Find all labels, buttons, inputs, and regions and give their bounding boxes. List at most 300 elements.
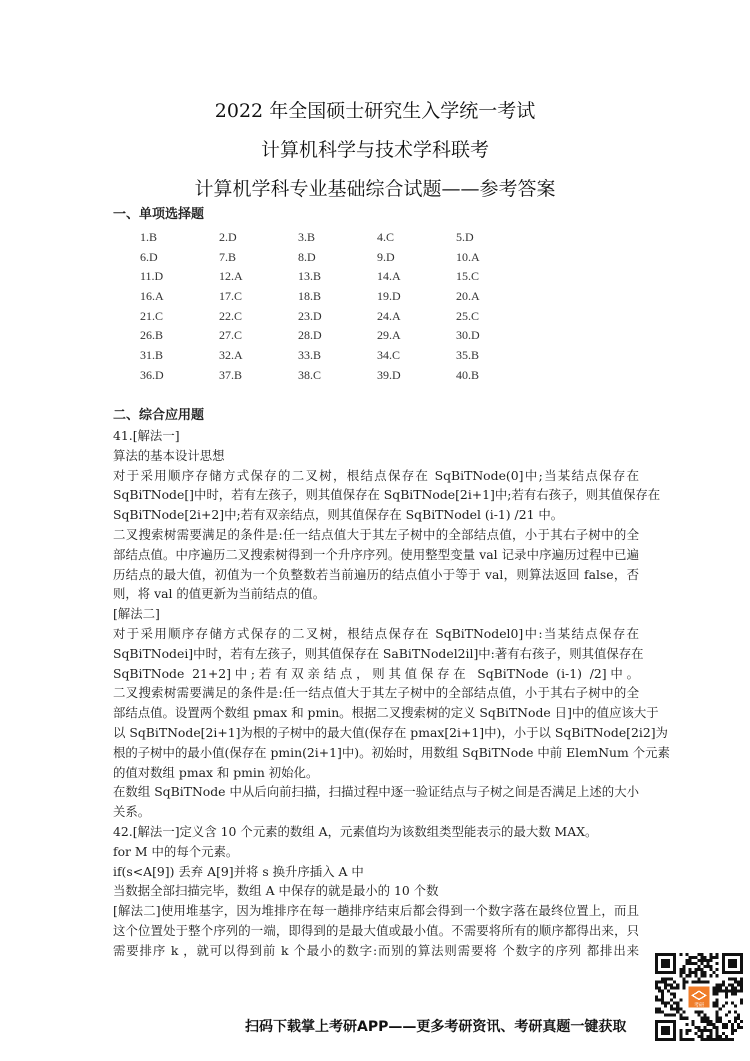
text-line: 的值对数组 pmax 和 pmin 初始化。 [113, 764, 319, 780]
qr-module [737, 980, 740, 983]
qr-module [731, 1032, 734, 1035]
qr-module [710, 968, 713, 971]
text-line: SqBiTNode[2i+2]中;若有双亲结点，则其值保存在 SqBiTNodel (i-1) /21 中。 [113, 507, 564, 523]
qr-module [704, 974, 707, 977]
qr-module [688, 962, 691, 965]
answer-row [140, 346, 620, 366]
qr-module [661, 980, 664, 983]
qr-module [661, 999, 664, 1002]
answer-item: 29.A [377, 328, 401, 343]
answer-item: 15.C [456, 269, 480, 284]
answer-item: 4.C [377, 230, 395, 244]
answer-item: 3.B [298, 230, 316, 244]
qr-module [694, 956, 697, 959]
qr-module [725, 995, 728, 998]
qr-module [682, 1038, 685, 1041]
text-line: 42.[解法一]定义含 10 个元素的数组 A，元素值均为该数组类型能表示的最大数 MAX。 [113, 823, 598, 839]
qr-module [679, 1035, 682, 1038]
qr-module [655, 983, 658, 986]
qr-module [664, 1005, 667, 1008]
answer-item: 32.A [219, 348, 243, 363]
qr-module [704, 1038, 707, 1041]
qr-module [701, 962, 704, 965]
text-line: 对于采用顺序存储方式保存的二叉树，根结点保存在 SqBiTNodel0]中:当某结点保存在 [113, 625, 639, 641]
qr-module [697, 1029, 700, 1032]
qr-module [676, 983, 679, 986]
qr-module [670, 1014, 673, 1017]
qr-module [737, 983, 740, 986]
answer-item: 2.D [219, 230, 237, 244]
qr-module [673, 1002, 676, 1005]
qr-module [679, 974, 682, 977]
qr-module [685, 1029, 688, 1032]
qr-module [731, 1029, 734, 1032]
page-title-line-1: 2022 年全国硕士研究生入学统一考试 [214, 100, 536, 122]
qr-module [664, 977, 667, 980]
qr-module [691, 1020, 694, 1023]
qr-module [707, 980, 710, 983]
qr-module [664, 1002, 667, 1005]
answer-item: 14.A [377, 269, 401, 284]
qr-logo-text: 考研 [693, 1002, 705, 1009]
qr-module [694, 968, 697, 971]
qr-module [679, 1032, 682, 1035]
qr-module [679, 1017, 682, 1020]
qr-module [685, 959, 688, 962]
qr-module [719, 986, 722, 989]
qr-module [725, 1038, 728, 1041]
qr-module [707, 1035, 710, 1038]
qr-module [697, 1014, 700, 1017]
qr-module [707, 1023, 710, 1026]
qr-module [667, 983, 670, 986]
section-heading-multiple-choice: 一、单项选择题 [113, 207, 205, 222]
qr-module [731, 983, 734, 986]
qr-module [673, 992, 676, 995]
qr-module [740, 983, 743, 986]
qr-module [658, 986, 661, 989]
text-line: 二叉搜索树需要满足的条件是:任一结点值大于其左子树中的全部结点值，小于其右子树中的全 [113, 685, 639, 701]
qr-module [697, 968, 700, 971]
qr-module [661, 995, 664, 998]
qr-module [716, 1005, 719, 1008]
text-line: 这个位置处于整个序列的一端，即得到的是最大值或最小值。不需要将所有的顺序都得出来，只 [113, 922, 639, 938]
qr-module [682, 971, 685, 974]
qr-module [661, 1011, 664, 1014]
qr-module [676, 986, 679, 989]
qr-module [710, 1023, 713, 1026]
qr-module [673, 980, 676, 983]
answer-item: 24.A [377, 308, 401, 323]
qr-module [688, 956, 691, 959]
qr-module [734, 989, 737, 992]
qr-module [661, 992, 664, 995]
qr-module [707, 1029, 710, 1032]
qr-module [740, 986, 743, 989]
qr-module [694, 971, 697, 974]
answer-item: 31.B [140, 348, 164, 363]
qr-module [713, 1002, 716, 1005]
qr-module [655, 980, 658, 983]
qr-module [694, 1032, 697, 1035]
answer-row [140, 228, 620, 248]
qr-module [655, 995, 658, 998]
qr-module [719, 1035, 722, 1038]
page-title-line-2: 计算机科学与技术学科联考 [260, 139, 489, 161]
qr-module [713, 1026, 716, 1029]
qr-module [664, 1014, 667, 1017]
text-line: SqBiTNodei]中时，若有左孩子，则其值保存在 SaBiTNodel2il]中:著有右孩子，则其值保存在 [113, 645, 644, 661]
qr-module [682, 977, 685, 980]
answer-item: 1.B [140, 230, 158, 244]
qr-module [701, 1032, 704, 1035]
qr-module [685, 953, 688, 956]
answer-item: 27.C [219, 328, 243, 343]
qr-module [661, 977, 664, 980]
qr-module [716, 962, 719, 965]
qr-module [682, 1011, 685, 1014]
qr-module [716, 974, 719, 977]
qr-module [734, 986, 737, 989]
qr-module [725, 1035, 728, 1038]
qr-module [719, 983, 722, 986]
qr-module [716, 1014, 719, 1017]
answer-item: 35.B [456, 348, 480, 363]
qr-module [682, 980, 685, 983]
qr-module [655, 1011, 658, 1014]
qr-module [713, 971, 716, 974]
qr-module [697, 959, 700, 962]
qr-module [716, 1011, 719, 1014]
qr-module [658, 989, 661, 992]
qr-module [731, 992, 734, 995]
qr-module [688, 1038, 691, 1041]
qr-module [734, 992, 737, 995]
answer-item: 19.D [377, 289, 401, 304]
text-line: for M 中的每个元素。 [113, 843, 239, 859]
qr-module [707, 1017, 710, 1020]
qr-module [737, 1014, 740, 1017]
qr-module [716, 983, 719, 986]
qr-module [673, 1008, 676, 1011]
text-line: 历结点的最大值，初值为一个负整数若当前遍历的结点值小于等于 val，则算法返回 false，否 [113, 566, 639, 582]
qr-module [704, 1017, 707, 1020]
qr-module [704, 1029, 707, 1032]
qr-module [713, 1038, 716, 1041]
text-line: 则，将 val 的值更新为当前结点的值。 [113, 586, 326, 602]
answer-item: 12.A [219, 269, 243, 284]
qr-module [694, 974, 697, 977]
qr-module [676, 1008, 679, 1011]
qr-module [737, 1026, 740, 1029]
qr-module [701, 959, 704, 962]
qr-module [701, 1017, 704, 1020]
qr-module [679, 968, 682, 971]
qr-module [673, 986, 676, 989]
qr-module [719, 989, 722, 992]
qr-module [685, 1023, 688, 1026]
qr-module [725, 1023, 728, 1026]
qr-module [685, 1038, 688, 1041]
qr-module [713, 1005, 716, 1008]
qr-module [685, 980, 688, 983]
qr-module [716, 1035, 719, 1038]
qr-module [704, 1026, 707, 1029]
answer-item: 17.C [219, 289, 243, 304]
qr-module [740, 977, 743, 980]
qr-module [679, 999, 682, 1002]
qr-module [694, 980, 697, 983]
qr-module [734, 1005, 737, 1008]
qr-module [697, 1026, 700, 1029]
qr-module [667, 1002, 670, 1005]
qr-module [740, 980, 743, 983]
qr-module [740, 1026, 743, 1029]
qr-module [691, 962, 694, 965]
qr-code[interactable] [655, 953, 743, 1041]
qr-module [679, 971, 682, 974]
answer-item: 36.D [140, 367, 164, 382]
answer-item: 40.B [456, 367, 480, 382]
qr-module [716, 989, 719, 992]
qr-module [685, 1032, 688, 1035]
qr-module [697, 965, 700, 968]
answer-item: 11.D [140, 269, 164, 284]
qr-module [679, 1014, 682, 1017]
qr-module [713, 992, 716, 995]
qr-module [710, 1035, 713, 1038]
qr-module [716, 956, 719, 959]
answer-item: 13.B [298, 269, 322, 284]
answer-item: 22.C [219, 308, 243, 323]
qr-module [682, 968, 685, 971]
answer-item: 20.A [456, 289, 480, 304]
qr-finder-top-right [722, 953, 743, 974]
qr-module [734, 977, 737, 980]
qr-module [731, 1026, 734, 1029]
answer-row [140, 267, 620, 287]
qr-module [664, 986, 667, 989]
qr-module [670, 1005, 673, 1008]
qr-module [701, 1035, 704, 1038]
qr-module [667, 989, 670, 992]
qr-module [679, 1008, 682, 1011]
text-line: 部结点值。设置两个数组 pmax 和 pmin。根据二叉搜索树的定义 SqBiTNode 日]中的值应该大于 [113, 705, 659, 721]
qr-module [664, 980, 667, 983]
qr-module [701, 968, 704, 971]
qr-center-logo [687, 985, 711, 1009]
text-line: [解法二] [113, 606, 160, 622]
qr-module [737, 1023, 740, 1026]
qr-module [731, 1023, 734, 1026]
answer-item: 33.B [298, 348, 322, 363]
text-line: 41.[解法一] [113, 428, 180, 443]
qr-module [694, 962, 697, 965]
qr-module [716, 1020, 719, 1023]
qr-module [707, 962, 710, 965]
qr-module [740, 999, 743, 1002]
qr-module [682, 986, 685, 989]
qr-module [701, 1020, 704, 1023]
text-line: 算法的基本设计思想 [113, 447, 225, 463]
qr-module [725, 1026, 728, 1029]
qr-module [728, 977, 731, 980]
answer-item: 37.B [219, 367, 243, 382]
answer-item: 8.D [298, 249, 316, 264]
qr-module [685, 962, 688, 965]
qr-module [707, 965, 710, 968]
answer-item: 23.D [298, 308, 322, 323]
qr-module [728, 1020, 731, 1023]
qr-module [725, 986, 728, 989]
qr-module [691, 971, 694, 974]
qr-module [710, 1029, 713, 1032]
qr-module [710, 959, 713, 962]
qr-module [701, 1038, 704, 1041]
qr-module [670, 986, 673, 989]
answer-item: 5.D [456, 230, 474, 244]
qr-module [697, 1011, 700, 1014]
qr-module [664, 983, 667, 986]
qr-module [734, 1020, 737, 1023]
text-line: 部结点值。中序遍历二叉搜索树得到一个升序序列。使用整型变量 val 记录中序遍历过程中已遍 [113, 546, 639, 562]
qr-module [658, 999, 661, 1002]
qr-module [670, 977, 673, 980]
qr-module [710, 965, 713, 968]
qr-module [707, 959, 710, 962]
qr-module [734, 1017, 737, 1020]
qr-module [682, 983, 685, 986]
qr-module [707, 1020, 710, 1023]
answer-item: 38.C [298, 367, 322, 382]
qr-module [701, 953, 704, 956]
qr-module [682, 965, 685, 968]
qr-module [701, 974, 704, 977]
qr-module [728, 1011, 731, 1014]
qr-module [688, 959, 691, 962]
qr-module [716, 986, 719, 989]
qr-module [722, 980, 725, 983]
qr-module [685, 974, 688, 977]
qr-module [676, 1011, 679, 1014]
qr-module [740, 1002, 743, 1005]
qr-module [737, 1017, 740, 1020]
qr-module [710, 1038, 713, 1041]
qr-module [713, 986, 716, 989]
qr-module [722, 989, 725, 992]
qr-module [691, 956, 694, 959]
qr-module [716, 1038, 719, 1041]
qr-module [722, 1032, 725, 1035]
qr-module [667, 977, 670, 980]
qr-module [722, 1023, 725, 1026]
answer-item: 10.A [456, 249, 480, 264]
qr-module [731, 986, 734, 989]
qr-finder-bottom-left [655, 1020, 676, 1041]
text-line: 关系。 [113, 804, 151, 820]
qr-module [697, 980, 700, 983]
qr-module [716, 1032, 719, 1035]
qr-module [725, 989, 728, 992]
qr-module [704, 1014, 707, 1017]
qr-module [734, 1029, 737, 1032]
qr-module [670, 999, 673, 1002]
text-line: 当数据全部扫描完毕，数组 A 中保存的就是最小的 10 个数 [113, 883, 439, 899]
qr-module [716, 1026, 719, 1029]
qr-module [728, 1038, 731, 1041]
qr-module [697, 1035, 700, 1038]
qr-module [704, 980, 707, 983]
answer-item: 30.D [456, 328, 480, 343]
qr-module [710, 953, 713, 956]
qr-module [704, 959, 707, 962]
qr-module [716, 1017, 719, 1020]
qr-module [722, 1026, 725, 1029]
qr-module [734, 1011, 737, 1014]
qr-module [722, 1038, 725, 1041]
qr-module [701, 980, 704, 983]
qr-module [697, 953, 700, 956]
qr-module [697, 977, 700, 980]
qr-module [722, 1005, 725, 1008]
answer-item: 7.B [219, 249, 237, 264]
qr-module [716, 968, 719, 971]
answer-item: 18.B [298, 289, 322, 304]
answer-row [140, 307, 620, 327]
qr-module [661, 1002, 664, 1005]
qr-module [658, 980, 661, 983]
qr-module [655, 986, 658, 989]
qr-module [694, 1026, 697, 1029]
qr-module [713, 1023, 716, 1026]
qr-module [710, 974, 713, 977]
qr-module [716, 999, 719, 1002]
qr-module [679, 1029, 682, 1032]
answer-grid [140, 228, 620, 386]
qr-module [710, 1020, 713, 1023]
qr-module [701, 1029, 704, 1032]
qr-module [719, 1017, 722, 1020]
qr-module [701, 1011, 704, 1014]
qr-module [710, 1032, 713, 1035]
qr-module [731, 1002, 734, 1005]
qr-module [670, 1008, 673, 1011]
qr-module [655, 999, 658, 1002]
text-line: 对于采用顺序存储方式保存的二叉树，根结点保存在 SqBiTNode(0]中;当某结点保存在 [113, 467, 639, 483]
qr-module [670, 983, 673, 986]
qr-module [719, 1008, 722, 1011]
qr-module [734, 980, 737, 983]
qr-module [676, 1002, 679, 1005]
qr-module [716, 1002, 719, 1005]
qr-module [719, 1038, 722, 1041]
qr-module [701, 971, 704, 974]
qr-module [688, 974, 691, 977]
qr-module [685, 1017, 688, 1020]
text-line: SqBiTNode 21+2]中;若有双亲结点，则其值保存在 SqBiTNode (i-1) /2]中。 [113, 665, 639, 681]
answer-item: 26.B [140, 328, 164, 343]
answer-item: 9.D [377, 249, 395, 264]
answer-item: 21.C [140, 308, 164, 323]
answer-row [140, 366, 620, 386]
answer-item: 6.D [140, 249, 158, 264]
text-line: 根的子树中的最小值(保存在 pmin(2i+1]中)。初始时，用数组 SqBiTNode 中前 ElemNum 个元素 [113, 744, 670, 760]
answer-item: 25.C [456, 308, 480, 323]
qr-module [719, 1020, 722, 1023]
qr-module [731, 1038, 734, 1041]
answer-body-text [113, 426, 670, 961]
qr-module [673, 995, 676, 998]
